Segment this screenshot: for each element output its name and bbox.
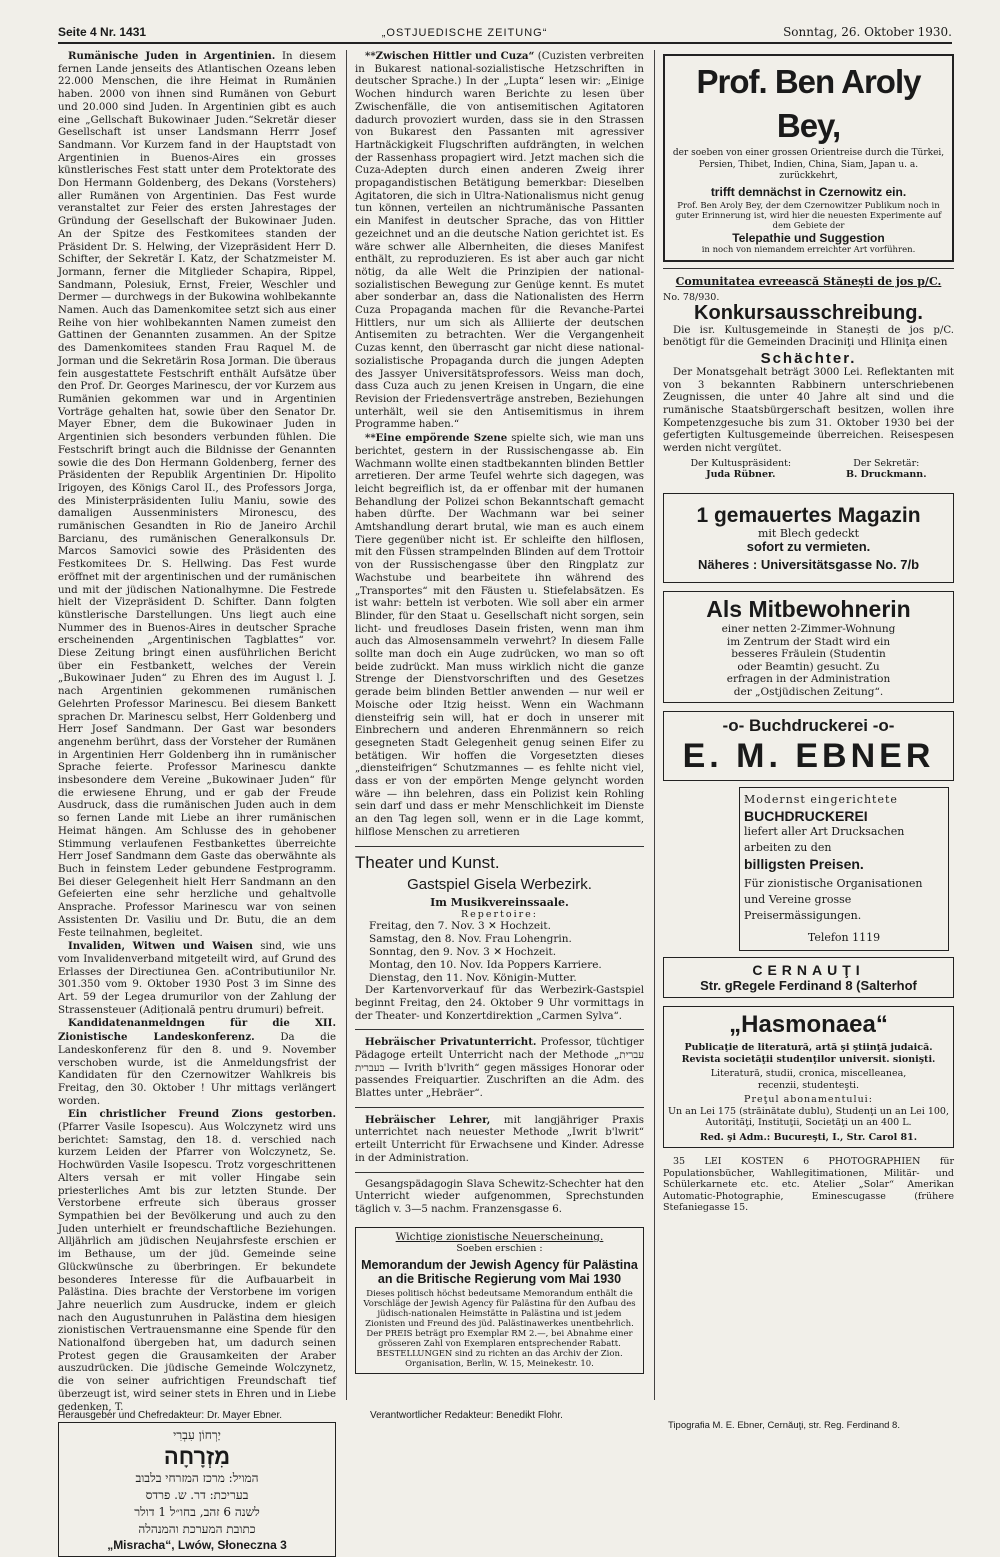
memo-body: Dieses politisch höchst bedeutsame Memorandum enthält die Vorschläge der Jewish Agency für Palästina für den Aufbau des jüdisch-nationalen Heimstätte in Palästina und ist jedem Zionisten und Freund des jüd. Palästinawerkes unentbehrlich. Der PREIS beträgt pro Exemplar RM 2.—, bei Abnahme einer grösseren Zahl von Exemplaren entsprechender Rabatt. BESTELLUNGEN sind zu richten an das Archiv der Zion. Organisation, Berlin, W. 15, Meinekestr. 10. <box>363 1288 636 1369</box>
article-invaliden: Invaliden, Witwen und Waisen sind, wie uns vom Invalidenverband mitgeteilt wird, auf Grund des Erlasses der Directiunea Gen. aContributiunilor Nr. 301.350 vom 9. Oktober 1930 Post 3 im Sinne des Art. 59 der Legea drumurilor von der Zahlung der Strassensteuer (Adițională pentru drumuri) befreit. <box>58 940 336 1016</box>
aroly-line4: Telepathie und Suggestion <box>732 230 885 245</box>
repertoire-item: Montag, den 10. Nov. Ida Poppers Karriere. <box>369 959 602 972</box>
ad-privatunterricht: Hebräischer Privatunterricht. Professor, tüchtiger Pädagoge erteilt Unterricht nach der Methode „עברית בעברית — Ivrith b'lvrith“ gegen mässiges Honorar oder passendes Freiquartier. Zuschriften an die Adm. des Blattes unter „Hebräer“. <box>355 1036 644 1100</box>
misracha-line4: לשנה 6 זהב, בחו״ל 1 דולר <box>134 1505 260 1520</box>
article-szene: **Eine empörende Szene spielte sich, wie man uns berichtet, gestern in der Russischengasse ab. Ein Wachmann wollte einen stadtbekannten blinden Bettler arretieren. Der arme Teufel wehrte sich dagegen, was leicht begreiflich ist, da er offenbar mit der humanen Behandlung der Polizei schon Bekanntschaft gemacht haben dürfte. Der Wachmann war bei seiner Amtshandlung derart brutal, wie man es auch einem Tiere gegenüber nicht ist. Er schleifte den hilflosen, mit den Füssen strampelnden Blinden auf dem Trottoir von der Russischengasse über den Ringplatz zur Wachstube und bearbeitete ihn während des „Transportes“ mit den Fäusten u. Stiefelabsätzen. Es ist wahr: betteln ist verboten. Wie soll aber ein armer Blinder, für den Staat u. Gesellschaft nicht sorgen, sein licht- und freudloses Dasein fristen, wenn man ihm auch das Almosensammeln verwehrt? In diesem Falle sollte man doch ein Auge zudrücken, wo man so oft beide zudrückt. Man muss wirklich nicht die ganze Strenge der Dienstvorschriften und des Gesetzes gerade beim blinden Bettler anwenden — nur weil er Moische oder Itzig heisst. Wenn ein Wachmann diensteifrig sein will, hat er doch in unserer mit Einbrechern und anderen Ehrenmännern so reich gesegneten Stadt Gelegenheit genug seinen Eifer zu betätigen. Wir hoffen die Vorgesetzten dieses „diensteifrigen“ Schutzmannes — es fehlte nicht viel, dass er von der empörten Menge gelyncht worden wäre — ihn belehren, dass ein Polizist kein Rohling sein darf und dass er mehr Menschlichkeit im Dienste an den Tag legen soll, wenn er in die Lage kommt, hilflose Menschen zu arretieren <box>355 432 645 838</box>
page-number: Seite 4 Nr. 1431 <box>58 25 147 39</box>
magazin-ad <box>663 493 954 584</box>
druck-line6: Für zionistische Organisationen und Vereine grosse Preisermässigungen. <box>744 877 923 923</box>
repertoire-item: Sonntag, den 9. Nov. 3 ✕ Hochzeit. <box>369 946 557 959</box>
druckerei-title: -o- Buchdruckerei -o- <box>722 716 895 736</box>
magazin-line1: mit Blech gedeckt <box>757 526 860 540</box>
memo-title-1: Memorandum der Jewish Agency für Palästina <box>361 1257 638 1272</box>
hasmonaea-line5: Un an Lei 175 (străinătate dublu), Studenţi un an Lei 100, Autorităţi, Instituţii, Societăţi un an 400 L. <box>668 1105 949 1129</box>
aroly-line2: trifft demnächst in Czernowitz ein. <box>710 184 907 199</box>
footer-publisher: Herausgeber und Chefredakteur: Dr. Mayer Ebner. <box>58 1410 283 1421</box>
repertoire-list <box>355 920 644 985</box>
konkurs-signatures <box>663 458 954 481</box>
article-isopescu: Ein christlicher Freund Zions gestorben. (Pfarrer Vasile Isopescu). Aus Wolczynetz wird uns berichtet: Samstag, den 18. d. verschied nach kurzem Leiden der Pfarrer von Wolczynetz, Se. Hochwürden Vasile Isopescu. Trotz vorgeschrittenen Alters versah er mit voller Hingabe sein priesterliches Amt bis zur letzten Stunde. Der Verstorbene erfreute sich überaus grosser Sympathien bei der Bevölkerung und auch zu den Juden unterhielt er freundschaftliche Beziehungen. Alljährlich am jüdischen Neujahrsfeste erschien er im Bethause, um der jüd. Gemeinde seine Glückwünsche zu überbringen. Er bekundete besonderes Interesse für die Aufbauarbeit in Palästina. Dies brachte der Verstorbene im vorigen Jahre neuerlich zum Ausdrucke, indem er gleich nach den Augustunruhen in Palästina dem hiesigen zionistischen Vertrauensmanne eine Spende für den Nationalfond übergeben hat, um dadurch seinen Protest gegen die Grausamkeiten der Araber auszudrücken. Die jüdische Gemeinde Wolczynetz, die von seiner aufrichtigen Freundschaft tief überzeugt ist, wird seiner stets in Ehren und in Liebe gedenken, T. <box>58 1108 336 1413</box>
divider <box>355 846 644 847</box>
page-header <box>58 22 952 44</box>
theater-title: Theater und Kunst. <box>355 852 500 872</box>
sekretaer-name: B. Druckmann. <box>846 469 927 481</box>
sekretaer-label: Der Sekretär: <box>853 457 920 469</box>
schaechter-title: Schächter. <box>760 349 857 367</box>
hasmonaea-ad <box>663 1006 954 1148</box>
aroly-line3: Prof. Ben Aroly Bey, der dem Czernowitzer Publikum noch in guter Erinnerung ist, wird hier die neuesten Experimente auf dem Gebiete der <box>675 200 942 231</box>
hasmonaea-line3: Literatură, studii, cronica, miscelleanea, recenzii, studenteşti. <box>710 1068 907 1091</box>
ad-hebraeischer-lehrer: Hebräischer Lehrer, mit langjähriger Praxis unterrichtet nach neuester Methode „Iwrit b'lwrit“ erteilt Unterricht für Erwachsene und Kinder. Adresse in der Administration. <box>355 1113 644 1164</box>
hasmonaea-line6: Red. şi Adm.: Bucureşti, I., Str. Carol 81. <box>699 1131 918 1143</box>
magazin-line2: sofort zu vermieten. <box>746 539 871 555</box>
konkurs-text-2: Der Monatsgehalt beträgt 3000 Lei. Reflektanten mit von 3 bekannten Rabbinern unterschriebenen Zeugnissen, die unter 40 Jahre alt sind und die rumänische Staatsbürgerschaft besitzen, wollen ihre Kompetenzgesuche bis zum 31. Oktober 1930 bei der gefertigten Kultusgemeinde überreichen. Reisespesen werden nicht vergütet. <box>663 366 954 455</box>
druck-line3: liefert aller Art Drucksachen <box>744 825 905 839</box>
misracha-line2: המויל: מרכז המזרחי בלבוב <box>135 1471 259 1486</box>
gemeinde-name: Comunitatea evreească Stăneşti de jos p/C. <box>675 275 942 288</box>
repertoire-item: Samstag, den 8. Nov. Frau Lohengrin. <box>369 933 572 946</box>
konkurs-number: No. 78/930. <box>663 292 720 303</box>
mitbewohnerin-body: einer netten 2-Zimmer-Wohnung im Zentrum der Stadt wird ein besseres Fräulein (Studentin oder Beamtin) gesucht. Zu erfragen in der Administration der „Ostjüdischen Zeitung“. <box>721 623 896 698</box>
kartenvorverkauf: Der Kartenvorverkauf für das Werbezirk-Gastspiel beginnt Freitag, den 24. Oktober 9 Uhr vormittags in der Theater- und Konzertdirektion „Carmen Sylva“. <box>355 985 644 1022</box>
cernauti-address: Str. gRegele Ferdinand 8 (Salterhof <box>700 978 917 994</box>
hasmonaea-line2: Revista societăţii studenţilor universit. sionişti. <box>681 1053 936 1065</box>
issue-date: Sonntag, 26. Oktober 1930. <box>783 25 952 39</box>
ad-photographien: 35 LEI KOSTEN 6 PHOTOGRAPHIEN für Populationsbücher, Wahllegitimationen, Militär- und Schülerkarnete etc. etc. Atelier „Solar“ Amerikan Automatic-Photographie, Eminescugasse (frühere Stefaniegasse 15. <box>663 1156 954 1214</box>
misracha-line5: כתובת המערכת והמנהלה <box>138 1522 256 1537</box>
memo-title-2: an die Britische Regierung vom Mai 1930 <box>377 1271 622 1286</box>
praesident-label: Der Kultuspräsident: <box>690 457 792 469</box>
druck-line4: arbeiten zu den <box>744 841 832 855</box>
hasmonaea-line4: Preţul abonamentului: <box>744 1094 873 1106</box>
druckerei-name: E. M. EBNER <box>682 737 935 776</box>
column-right <box>654 50 954 1400</box>
hasmonaea-line1: Publicaţie de literatură, artă şi ştiinţă judaică. <box>684 1042 933 1054</box>
misracha-brand: מִזְרָחָה <box>163 1444 231 1470</box>
cernauti-ad <box>663 957 954 998</box>
aroly-line1: der soeben von einer grossen Orientreise durch die Türkei, Persien, Thibet, Indien, China, Siam, Japan u. a. zurückkehrt, <box>672 148 945 181</box>
druck-line5: billigsten Preisen. <box>744 856 864 873</box>
aroly-line5: in noch von niemandem erreichter Art vorführen. <box>701 244 916 255</box>
memo-heading: Wichtige zionistische Neuerscheinung. <box>395 1230 604 1243</box>
memo-sub: Soeben erschien : <box>456 1243 543 1255</box>
buchdruckerei-ad <box>739 787 949 951</box>
article-hittler-cuza: **Zwischen Hittler und Cuza“ (Cuzisten verbreiten in Bukarest national-sozialistische Hetzschriften in deutscher Sprache.) In der „Lupta“ lesen wir: „Einige Wochen hindurch waren Berichte zu lesen über Zwischenfälle, die von antisemitischen Agitatoren dadurch provoziert wurden, dass sie in den Strassen von Bukarest den Passanten mit agressiver Hartnäckigkeit Flugschriften aufdrängten, in welchen der Rassenhass propagiert wird. Jetzt machen sich die Cuza-Adepten durch einen anderen Zweig ihrer propagandistischen Betätigung bemerkbar: Dieselben Agitatoren, die sich in Ultra-Nationalismus nicht genug tun können, verteilen an nichtrumänische Passanten ein Manifest in deutscher Sprache, das von Hittler gezeichnet und an die deutsche Nation gerichtet ist. Es wäre schwer alle Albernheiten, die dieses Manifest enthält, zu reproduzieren. Es ist aber auch gar nicht nötig, da alle Welt die Prinzipien der national-sozialistischen Bewegung zur Genüge kennt. Es mutet aber sonderbar an, dass die Nationalisten des Herrn Cuza Propaganda machen für die Revanche-Partei Hittlers, nur um sich als Alliierte der deutschen Antisemiten zu betrachten. Wer die Vergangenheit Cuzas kennt, den überrascht gar nicht diese national-sozialistische Propaganda durch die jungen Adepten des Jassyer Universitätsprofessors. Weiss man doch, dass Cuza auch zu jenen Kreisen in Ungarn, die eine Revision der Friedensverträge anstreben, Beziehungen unterhält, weil sie den Antisemitismus in ihrem Programme haben.“ <box>355 50 644 431</box>
druck-line2: BUCHDRUCKEREI <box>744 808 868 825</box>
konkurs-text-1: Die isr. Kultusgemeinde in Stanești de jos p/C. benötigt für die Gemeinden Draciniţi und Hliniţa einen <box>663 324 954 349</box>
hasmonaea-title: „Hasmonaea“ <box>729 1011 888 1039</box>
aroly-bey-ad <box>663 54 954 262</box>
druck-telefon: Telefon 1119 <box>807 931 881 945</box>
column-middle <box>346 50 644 1400</box>
repertoire-item: Freitag, den 7. Nov. 3 ✕ Hochzeit. <box>369 920 551 933</box>
misracha-address: „Misracha“, Lwów, Słoneczna 3 <box>107 1538 287 1553</box>
repertoire-heading: Repertoire: <box>461 908 538 920</box>
mitbewohnerin-ad <box>663 591 954 703</box>
mitbewohnerin-title: Als Mitbewohnerin <box>706 596 911 623</box>
venue: Im Musikvereinssaale. <box>430 895 569 909</box>
misracha-line3: בעריכת: דר. ש. פרדס <box>145 1488 249 1503</box>
repertoire-item: Dienstag, den 11. Nov. Königin-Mutter. <box>369 972 577 985</box>
praesident-name: Juda Rübner. <box>706 469 776 481</box>
aroly-name: Prof. Ben Aroly Bey, <box>696 63 921 144</box>
konkurs-title: Konkursausschreibung. <box>694 301 923 324</box>
misracha-line1: יַרְחוֹן עִבְרִי <box>173 1428 221 1443</box>
misracha-ad <box>58 1422 336 1557</box>
footer-editor: Verantwortlicher Redakteur: Benedikt Flohr. <box>370 1410 563 1421</box>
article-kandidaten: Kandidatenanmeldngen für die XII. Zionistische Landeskonferenz. Da die Landeskonferenz für den 8. und 9. November verschoben wurde, ist die Anmeldungsfrist der Kandidaten für den Czernowitzer Wahlkreis bis Freitag, den 30. Oktober ! Uhr mittags verlängert worden. <box>58 1017 336 1107</box>
memorandum-ad <box>355 1227 644 1374</box>
druckerei-ad <box>663 711 954 781</box>
cernauti-title: CERNAUŢI <box>752 962 865 979</box>
druck-line1: Modernst eingerichtete <box>744 793 898 807</box>
ad-gesang: Gesangspädagogin Slava Schewitz-Schechter hat den Unterricht wieder aufgenommen, Sprechstunden täglich v. 3—5 nachm. Franzensgasse 6. <box>355 1178 644 1215</box>
footer-printer: Tipografia M. E. Ebner, Cernăuţi, str. Reg. Ferdinand 8. <box>668 1420 900 1431</box>
article-argentinien: Rumänische Juden in Argentinien. In diesem fernen Lande jenseits des Atlantischen Ozeans leben 22.000 Menschen, die ihre Heimat in Rumänien haben. 2000 von ihnen sind Rumänen von Geburt und 20.000 sind Juden. In Argentinien gibt es auch eine „Gellschaft Bukowinaer Juden.“Sekretär dieser Gesellschaft ist unser Landsmann Herrr Josef Sandmann. Vor Kurzem fand in der Hauptstadt von Argentinien in Buenos-Aires ein grosses künstlerisches Fest statt unter dem Protektorate des Don Hermann Goldenberg, des Dekans (Vorstehers) aller Rumänen von Argentinien. Das Fest wurde veranstaltet zur Feier des ersten Jahrestages der Gründung der Gesellschaft der Bukowinaer Juden. An der Spitze des Festkomitees standen der Präsident Dr. S. Helwing, der Vizepräsident Herr D. Schifter, der Sekretär I. Katz, der Schatzmeister M. Jormann, ferner die Mitglieder Schapira, Rippel, Sandmann, Polesiuk, Ernst, Freier, Weschler und Dermer — durchwegs in der Bukowina wohlbekannte Namen. Auch das Damenkomitee setzt sich aus einer Reihe von hier wohlbekannten Namen zumeist den Gattinen der Genannten zusammen. An der Spitze des Damenkomitees standen Frau Raquel M. de Jorman und die Sekretärin Rosa Jorman. Die überaus fein ausgestattete Festschrift enthält Aufsätze über den Prof. Dr. Georges Marinescu, der vor Kurzem aus Rumänien gekommen war und in Argentinien Vorträge gehalten hat, sowie über den Senator Dr. Mayer Ebner, dem die Bukowinaer Juden in Argentinien sich besonders verbunden fühlen. Die Festschrift bringt auch die Bildnisse der Genannten sowie die des Don Hermann Goldenberg, ferner des Präsidenten der Republik Argentinien Dr. Hipolito Irigoyen, des Königs Carol II., des Professors Jorga, des Ministerpräsidenten Iuliu Maniu, sowie des damaligen Aussenministers Mironescu, des rumänischen Gesandten in Rio de Janeiro Archil Barcianu, des rumänischen Generalkonsuls Dr. Marcos Samovici sowie des Präsidenten des Festkomitees Dr. S. Hellwing. Das Fest wurde eröffnet mit der argentinischen und der rumänischen und mit der jüdischen Nationalhymne. Die Festrede hielt der Vizepräsident D. Schifter. Dann folgten künstlerische Darstellungen. Uns liegt auch eine Nummer des in Buenos-Aires in deutscher Sprache erscheinenden „Argentinischen Tagblattes“ vor. Diese Zeitung bringt einen ausführlichen Bericht über ein Festbankett, welches der Verein „Bukowinaer Juden“ zu Ehren des im August l. J. nach Argentinien gekommenen rumänischen Gelehrten Professor Marinescu. Bei diesem Bankett sprachen Dr. Marinescu selbst, Herr Goldenberg und Herr Josef Sandmann. Der Gast war besonders angenehm berührt, dass der Vorsteher der Rumänen in Argentinien Herr Goldenberg ihn in rumänischer Sprache feierte. Professor Marinescu dankte insbesondere dem Vereine „Bukowinaer Juden“ für die erwiesene Ehrung, und er gab der Freude Ausdruck, dass die rumänischen Juden auch in dem so fernen Lande mit Liebe an ihrer rumänischen Heimat hängen. Am Schlusse des in gehobener Stimmung verlaufenen Festbankettes überreichte Herr Josef Sandmann dem Gaste das oberwähnte als Buch in feinstem Leder gebundene Festprogramm. Bei dieser Gelegenheit hielt Herr Sandmann an den Gefeierten eine sehr herzliche und gehaltvolle Ansprache. Professor Marinescu war von seinen Assistenten Dr. Vasiliu und Dr. Butu, die an dem Feste teilnahmen, begleitet. <box>58 50 336 939</box>
magazin-line3: Näheres : Universitätsgasse No. 7/b <box>697 557 920 573</box>
newspaper-name: „OSTJUEDISCHE ZEITUNG“ <box>381 27 548 39</box>
magazin-title: 1 gemauertes Magazin <box>696 503 921 527</box>
gastspiel-title: Gastspiel Gisela Werbezirk. <box>407 875 592 893</box>
